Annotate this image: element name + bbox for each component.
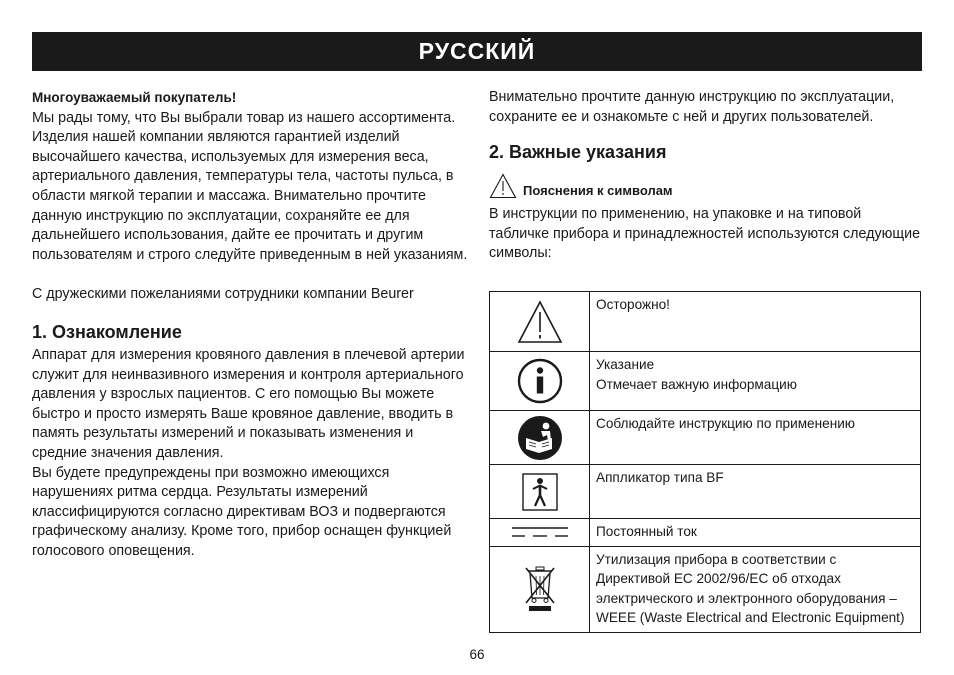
symbol-description: Соблюдайте инструкцию по применению [590, 411, 921, 465]
table-row [490, 411, 921, 465]
intro-paragraph: Мы рады тому, что Вы выбрали товар из нашего ассортимента. Изделия нашей компании являются гарантией изделий высочайшего качества, используемых для измерения веса, артериального давления, температуры тела, частоты пульса, в области мягкой терапии и массажа. Внимательно прочтите данную инструкцию по эксплуатации, сохраняйте ее для дальнейшего использования, дайте ее прочитать и другим пользователям и строго следуйте приведенным в ней указаниям. [32, 109, 468, 263]
symbol-description: Осторожно! [590, 292, 921, 352]
read-instructions-paragraph: Внимательно прочтите данную инструкцию по эксплуатации, сохраните ее и ознакомьте с ней и других пользователей. [489, 89, 895, 125]
warning-triangle-icon [489, 173, 517, 199]
symbols-heading: Пояснения к символам [523, 183, 673, 199]
symbol-description: Указание [596, 357, 655, 372]
language-banner [32, 32, 922, 71]
introduction-paragraph-2: Вы будете предупреждены при возможно имеющихся нарушениях ритма сердца. Результаты измерений классифицируются согласно директивам ВОЗ и подвергаются графическому анализу. Кроме того, прибор оснащен функцией голосового оповещения. [32, 464, 452, 559]
symbols-intro-paragraph: В инструкции по применению, на упаковке и на типовой табличке прибора и принадлежностей используются следующие символы: [489, 206, 921, 262]
warning-triangle-icon [517, 300, 563, 344]
greeting: Многоуважаемый покупатель! [32, 90, 237, 105]
read-instructions-icon [517, 415, 563, 461]
table-row [490, 292, 921, 352]
info-icon [517, 358, 563, 404]
table-row [490, 519, 921, 547]
applied-part-bf-icon [522, 473, 558, 511]
symbols-heading-row [489, 173, 924, 199]
weee-bin-icon [523, 564, 557, 614]
section-heading-introduction: 1. Ознакомление [32, 321, 182, 342]
left-column [32, 88, 472, 561]
table-row [490, 465, 921, 519]
introduction-paragraph-1: Аппарат для измерения кровяного давления в плечевой артерии служит для неинвазивного измерения и контроля артериального давления у взрослых пациентов. С его помощью Вы можете быстро и просто измерять Ваше кровяное давление, вводить в память результаты измерений и показывать изменения и средние значения давления. [32, 346, 465, 461]
symbols-table [489, 291, 921, 633]
direct-current-icon [510, 524, 570, 540]
language-title: РУССКИЙ [418, 38, 536, 64]
page-number: 66 [469, 647, 485, 662]
symbol-description: Постоянный ток [590, 519, 921, 547]
symbol-description: Утилизация прибора в соответствии с Директивой ЕС 2002/96/ЕС об отходах электрического и электронного оборудования – WEEE (Waste Electrical and Electronic Equipment) [590, 546, 921, 632]
section-heading-important-notes: 2. Важные указания [489, 142, 667, 163]
symbol-description-detail: Отмечает важную информацию [596, 376, 797, 392]
regards-line: С дружескими пожеланиями сотрудники компании Beurer [32, 286, 414, 303]
table-row [490, 352, 921, 411]
right-column [489, 88, 924, 264]
table-row [490, 546, 921, 632]
symbol-description: Аппликатор типа BF [590, 465, 921, 519]
